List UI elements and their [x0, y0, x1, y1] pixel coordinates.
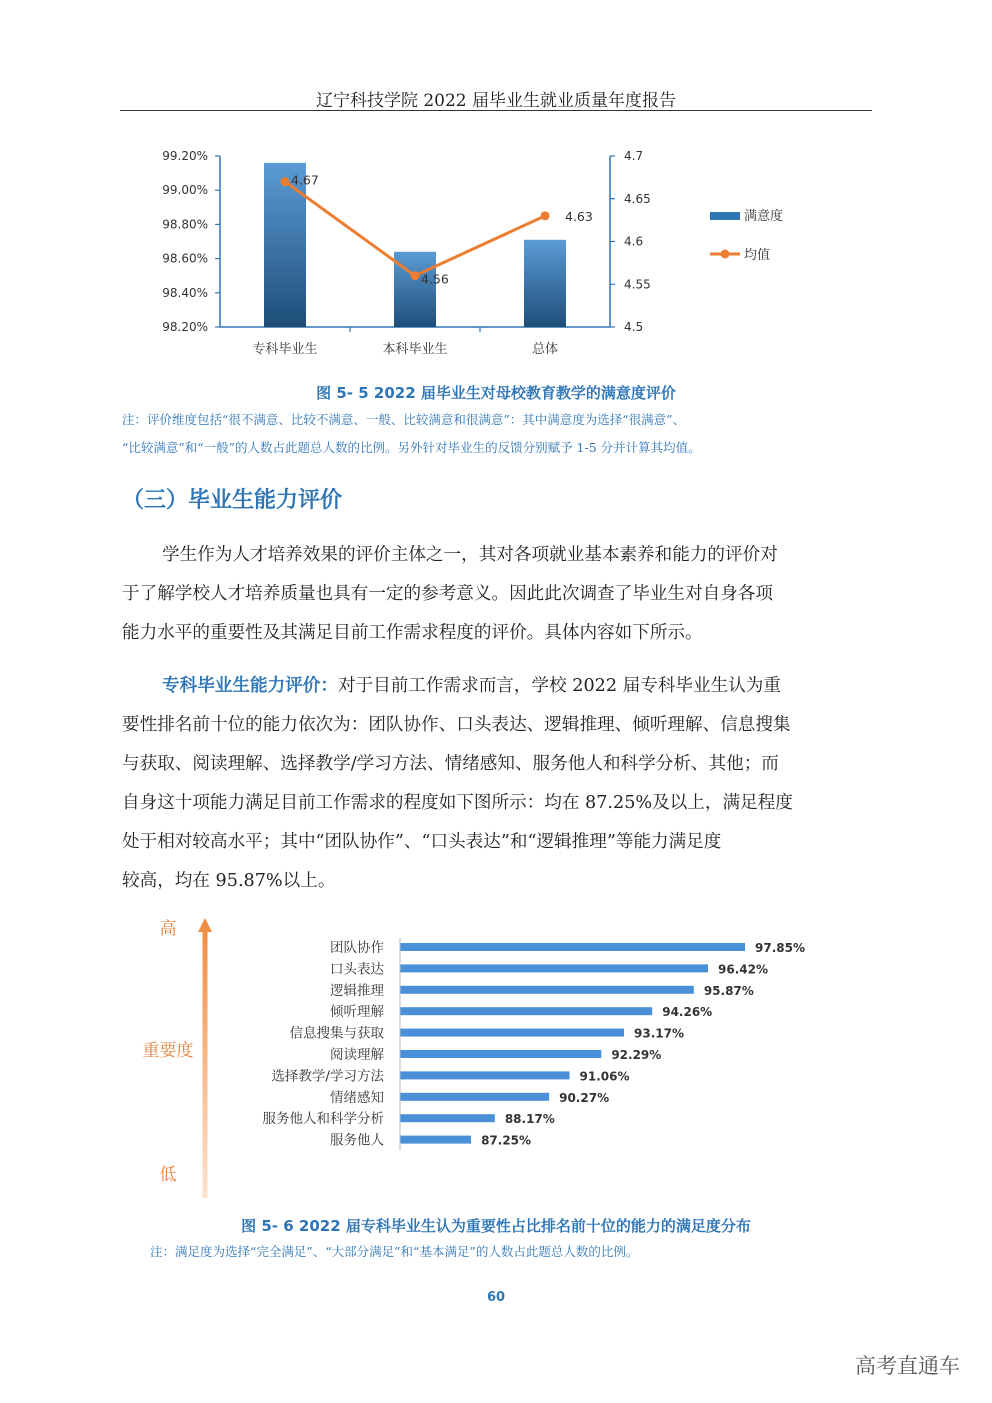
right-axis-tick-label: 4.5 — [624, 320, 644, 334]
satisfaction-bar — [394, 252, 436, 327]
ability-value-label: 87.25% — [481, 1133, 532, 1148]
watermark: 高考直通车 — [855, 1354, 960, 1378]
intro-line-2: 于了解学校人才培养质量也具有一定的参考意义。因此此次调查了毕业生对自身各项 — [122, 584, 773, 604]
left-axis-tick-label: 98.60% — [162, 251, 208, 266]
intro-line-1: 学生作为人才培养效果的评价主体之一，其对各项就业基本素养和能力的评价对 — [162, 545, 778, 565]
left-axis-tick-label: 98.40% — [162, 285, 208, 300]
ability-label: 选择教学/学习方法 — [271, 1068, 384, 1085]
intro-line-3: 能力水平的重要性及其满足目前工作需求程度的评价。具体内容如下所示。 — [122, 623, 703, 643]
left-axis-tick-label: 99.20% — [162, 149, 208, 163]
ability-bar — [400, 1071, 570, 1079]
left-axis-tick-label: 98.80% — [162, 217, 208, 232]
ability-bar — [400, 1093, 549, 1101]
right-axis-tick-label: 4.55 — [624, 277, 651, 292]
ability-label: 团队协作 — [330, 940, 384, 956]
mean-point — [281, 177, 290, 186]
ability-value-label: 93.17% — [634, 1026, 685, 1041]
ability-label: 信息搜集与获取 — [289, 1025, 384, 1042]
section-heading: （三）毕业生能力评价 — [122, 488, 343, 513]
ability-bar — [400, 986, 694, 994]
ability-label: 阅读理解 — [330, 1047, 384, 1063]
legend-bar-swatch — [710, 212, 740, 220]
right-axis-tick-label: 4.6 — [624, 234, 644, 249]
ability-value-label: 88.17% — [504, 1112, 555, 1127]
figure-5-6-note: 注：满足度为选择“完全满足”、“大部分满足”和“基本满足”的人数占此题总人数的比例。 — [150, 1244, 639, 1259]
importance-arrow — [198, 918, 212, 1198]
figure-5-6-caption: 图 5- 6 2022 届专科毕业生认为重要性占比排名前十位的能力的满足度分布 — [241, 1217, 751, 1235]
importance-axis-label: 重要度 — [142, 1041, 194, 1061]
mean-value-label: 4.56 — [421, 271, 449, 287]
header-rule — [120, 110, 872, 111]
ability-bar — [400, 1029, 624, 1037]
ability-value-label: 94.26% — [662, 1005, 713, 1020]
ability-label: 服务他人 — [330, 1132, 384, 1149]
body-line-1-text: 对于目前工作需求而言，学校 2022 届专科毕业生认为重 — [337, 676, 781, 696]
ability-value-label: 91.06% — [579, 1069, 630, 1084]
body-line-5: 处于相对较高水平；其中“团队协作”、“口头表达”和“逻辑推理”等能力满足度 — [122, 832, 722, 852]
right-axis-tick-label: 4.7 — [624, 149, 644, 163]
ability-label: 口头表达 — [330, 961, 384, 978]
page-number: 60 — [486, 1290, 506, 1305]
body-line-1 — [122, 667, 868, 706]
ability-value-label: 96.42% — [718, 962, 769, 977]
category-label: 总体 — [531, 342, 559, 357]
body-line-2: 要性排名前十位的能力依次为：团队协作、口头表达、逻辑推理、倾听理解、信息搜集 — [122, 715, 791, 735]
figure-5-5-caption: 图 5- 5 2022 届毕业生对母校教育教学的满意度评价 — [316, 384, 676, 402]
ability-value-label: 97.85% — [755, 941, 805, 955]
lead-label: 专科毕业生能力评价： — [162, 676, 338, 696]
ability-bar — [400, 1050, 601, 1058]
figure-5-5-note-line-2: “比较满意”和“一般”的人数占此题总人数的比例。另外针对毕业生的反馈分别赋予 1-5 分并计算其均值。 — [122, 440, 701, 455]
ability-label: 情绪感知 — [330, 1089, 384, 1106]
ability-value-label: 92.29% — [611, 1048, 662, 1062]
body-line-3: 与获取、阅读理解、选择教学/学习方法、情绪感知、服务他人和科学分析、其他；而 — [122, 754, 779, 774]
figure-5-5-note-line-1: 注：评价维度包括“很不满意、比较不满意、一般、比较满意和很满意”：其中满意度为选择“很满意”、 — [122, 412, 686, 427]
mean-point — [541, 211, 550, 220]
mean-point — [411, 271, 420, 280]
legend-line-label: 均值 — [744, 248, 771, 263]
right-axis-tick-label: 4.65 — [624, 191, 651, 206]
ability-value-label: 90.27% — [559, 1090, 610, 1105]
left-axis-tick-label: 98.20% — [162, 320, 208, 334]
ability-satisfaction-chart — [130, 910, 830, 1205]
ability-value-label: 95.87% — [703, 983, 754, 998]
importance-low-label: 低 — [159, 1165, 177, 1185]
mean-value-label: 4.63 — [565, 208, 593, 224]
ability-bar — [400, 1007, 652, 1015]
ability-bar — [400, 1136, 471, 1144]
legend-line-marker — [721, 250, 730, 259]
ability-bar — [400, 964, 708, 972]
body-line-4: 自身这十项能力满足目前工作需求的程度如下图所示：均在 87.25%及以上，满足程度 — [122, 793, 793, 813]
ability-bar — [400, 1114, 495, 1122]
ability-label: 倾听理解 — [330, 1004, 384, 1021]
ability-label: 服务他人和科学分析 — [262, 1111, 384, 1128]
header-title: 辽宁科技学院 2022 届毕业生就业质量年度报告 — [315, 91, 677, 111]
ability-bar — [400, 943, 745, 951]
legend-bar-label: 满意度 — [744, 209, 784, 224]
mean-value-label: 4.67 — [291, 172, 319, 188]
satisfaction-combo-chart — [120, 140, 840, 370]
category-label: 专科毕业生 — [252, 342, 318, 357]
importance-high-label: 高 — [159, 919, 177, 939]
body-line-6: 较高，均在 95.87%以上。 — [122, 871, 336, 891]
category-label: 本科毕业生 — [382, 342, 448, 357]
left-axis-tick-label: 99.00% — [162, 183, 208, 198]
satisfaction-bar — [524, 240, 566, 327]
ability-label: 逻辑推理 — [330, 982, 384, 999]
